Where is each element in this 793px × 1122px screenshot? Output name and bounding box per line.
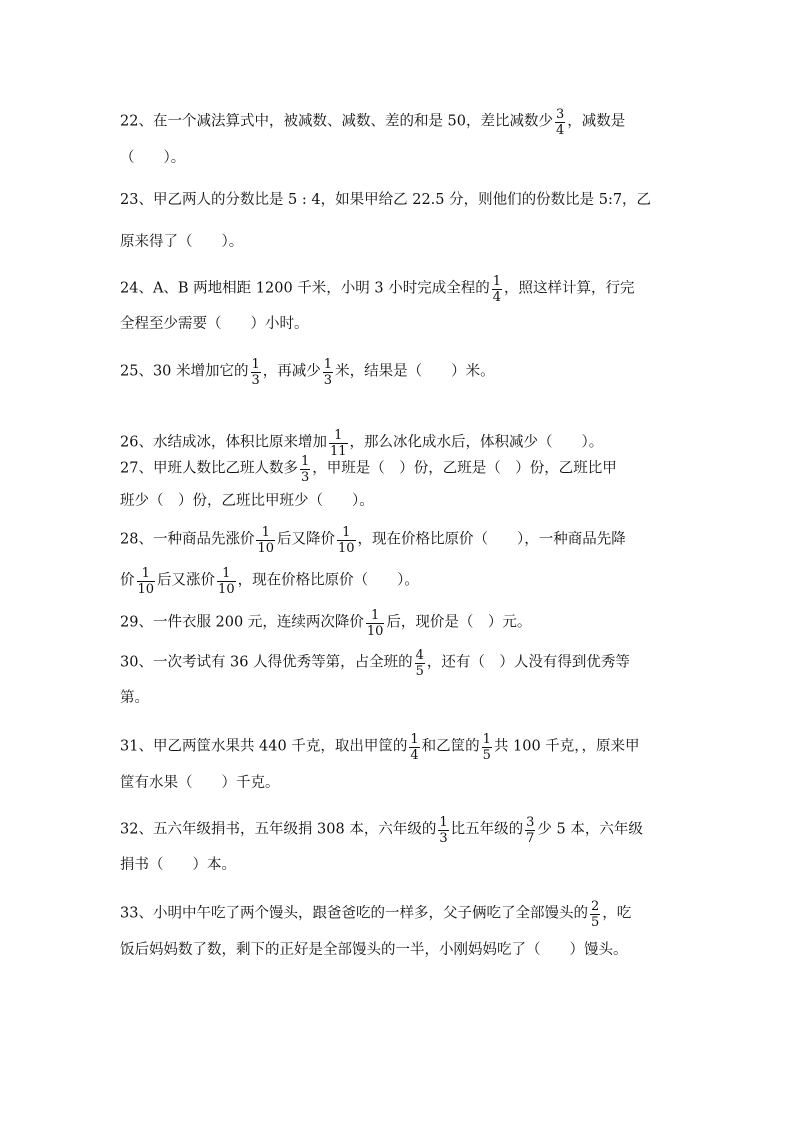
fraction-numerator: 1 [222, 566, 231, 581]
question-text: ，吃 [602, 905, 632, 922]
question-text: 班少（ ）份，乙班比甲班少（ ）。 [120, 493, 374, 509]
fraction-numerator: 1 [261, 525, 270, 540]
fraction-denominator: 5 [482, 748, 491, 763]
question-text: 25、30 米增加它的 [120, 363, 249, 380]
question-text: 价 [120, 572, 135, 589]
fraction-denominator: 11 [329, 444, 347, 459]
question-text: 23、甲乙两人的分数比是 5 : 4，如果甲给乙 22.5 分，则他们的份数比是 5:7，乙 [120, 192, 652, 208]
question-text: 后又降价 [277, 531, 335, 548]
question-text: 30、一次考试有 36 人得优秀等第，占全班的 [120, 654, 413, 671]
fraction [251, 357, 261, 388]
fraction [590, 899, 600, 930]
question-text: 33、小明中午吃了两个馒头，跟爸爸吃的一样多，父子俩吃了全部馒头的 [120, 905, 588, 922]
fraction-numerator: 1 [439, 815, 448, 830]
fraction-numerator: 1 [300, 454, 310, 469]
fraction-numerator: 1 [492, 274, 502, 289]
question-text: 32、五六年级捐书，五年级捐 308 本，六年级的 [120, 821, 437, 838]
fraction-denominator: 4 [492, 290, 502, 305]
question-text: ，现在价格比原价（ ）。 [237, 572, 419, 589]
fraction-numerator: 1 [342, 525, 351, 540]
question-text: 饭后妈妈数了数，剩下的正好是全部馒头的一半，小刚妈妈吃了（ ）馒头。 [120, 942, 628, 958]
question-text: 后，现价是（ ）元。 [386, 614, 532, 631]
question-24-line-2 [120, 314, 680, 334]
question-27-line-2 [120, 491, 680, 511]
question-text: 后又涨价 [157, 572, 216, 589]
question-22-line-1 [120, 106, 680, 138]
question-text: ，照这样计算，行完 [504, 280, 635, 297]
fraction [337, 525, 356, 556]
question-text: 26、水结成冰，体积比原来增加 [120, 434, 327, 451]
fraction-denominator: 7 [526, 831, 535, 846]
fraction-numerator: 4 [415, 648, 424, 663]
question-33-line-2 [120, 940, 680, 960]
question-24-line-1 [120, 273, 680, 305]
question-23-line-2 [120, 232, 680, 252]
fraction [217, 566, 236, 597]
question-text: 24、A、B 两地相距 1200 千米，小明 3 小时完成全程的 [120, 280, 490, 297]
fraction-denominator: 3 [300, 470, 310, 485]
question-26-line-1 [120, 427, 680, 459]
question-text: ，现在价格比原价（ ），一种商品先降 [357, 531, 626, 548]
fraction-denominator: 3 [251, 373, 260, 388]
question-25-line-1 [120, 356, 680, 388]
fraction-numerator: 1 [323, 357, 333, 372]
fraction-denominator: 10 [218, 582, 235, 597]
question-text: 共 100 千克，，原来甲 [493, 738, 640, 755]
question-text: 29、一件衣服 200 元，连续两次降价 [120, 614, 364, 631]
fraction-denominator: 5 [590, 915, 600, 930]
question-text: 比五年级的 [450, 821, 524, 838]
question-32-line-2 [120, 855, 680, 875]
question-text: 捐书（ ）本。 [120, 857, 236, 873]
fraction-numerator: 1 [410, 732, 419, 747]
question-text: 和乙筐的 [421, 738, 480, 755]
question-text: 原来得了（ ）。 [120, 234, 244, 250]
fraction [492, 274, 502, 305]
fraction-denominator: 4 [410, 748, 419, 763]
question-28-line-2 [120, 565, 680, 597]
question-text: ，还有（ ）人没有得到优秀等 [426, 654, 630, 671]
question-23-line-1 [120, 190, 680, 210]
fraction-denominator: 4 [556, 123, 565, 138]
fraction [482, 732, 492, 763]
fraction-denominator: 3 [323, 373, 333, 388]
fraction-numerator: 3 [556, 107, 565, 122]
question-text: 31、甲乙两筐水果共 440 千克，取出甲筐的 [120, 738, 408, 755]
question-29-line-1 [120, 607, 680, 639]
question-text: 28、一种商品先涨价 [120, 531, 255, 548]
question-text: 第。 [120, 690, 149, 706]
question-text: 米，结果是（ ）米。 [335, 363, 495, 380]
fraction-numerator: 1 [141, 566, 150, 581]
fraction [323, 357, 333, 388]
question-32-line-1 [120, 814, 680, 846]
fraction-denominator: 10 [338, 541, 355, 556]
fraction [438, 815, 448, 846]
fraction [137, 566, 156, 597]
fraction-numerator: 3 [526, 815, 535, 830]
question-text: 筐有水果（ ）千克。 [120, 775, 280, 791]
question-text: （ ）。 [120, 150, 186, 166]
fraction [409, 732, 419, 763]
question-22-line-2 [120, 148, 680, 168]
fraction-denominator: 10 [366, 624, 384, 639]
fraction-denominator: 10 [257, 541, 274, 556]
question-31-line-1 [120, 731, 680, 763]
fraction [366, 608, 385, 639]
question-28-line-1 [120, 524, 680, 556]
fraction [555, 107, 565, 138]
question-31-line-2 [120, 773, 680, 793]
fraction [415, 648, 425, 679]
question-30-line-2 [120, 688, 680, 708]
question-text: 全程至少需要（ ）小时。 [120, 316, 309, 332]
question-text: ，甲班是（ ）份，乙班是（ ）份，乙班比甲 [312, 460, 617, 477]
question-text: ，再减少 [262, 363, 321, 380]
question-text: 22、在一个减法算式中，被减数、减数、差的和是 50，差比减数少 [120, 113, 554, 130]
question-text: ，减数是 [567, 113, 626, 130]
fraction-numerator: 1 [251, 357, 260, 372]
fraction-denominator: 3 [439, 831, 448, 846]
fraction [525, 815, 535, 846]
fraction [300, 454, 310, 485]
question-27-line-1 [120, 453, 680, 485]
fraction-numerator: 1 [370, 608, 380, 623]
question-text: 27、甲班人数比乙班人数多 [120, 460, 298, 477]
question-text: ，那么冰化成水后，体积减少（ ）。 [349, 434, 604, 451]
fraction [256, 525, 275, 556]
fraction-denominator: 5 [415, 664, 424, 679]
fraction-numerator: 2 [590, 899, 600, 914]
question-33-line-1 [120, 898, 680, 930]
question-30-line-1 [120, 647, 680, 679]
question-text: 少 5 本，六年级 [537, 821, 643, 838]
fraction-denominator: 10 [137, 582, 155, 597]
fraction-numerator: 1 [334, 428, 343, 443]
fraction-numerator: 1 [482, 732, 491, 747]
